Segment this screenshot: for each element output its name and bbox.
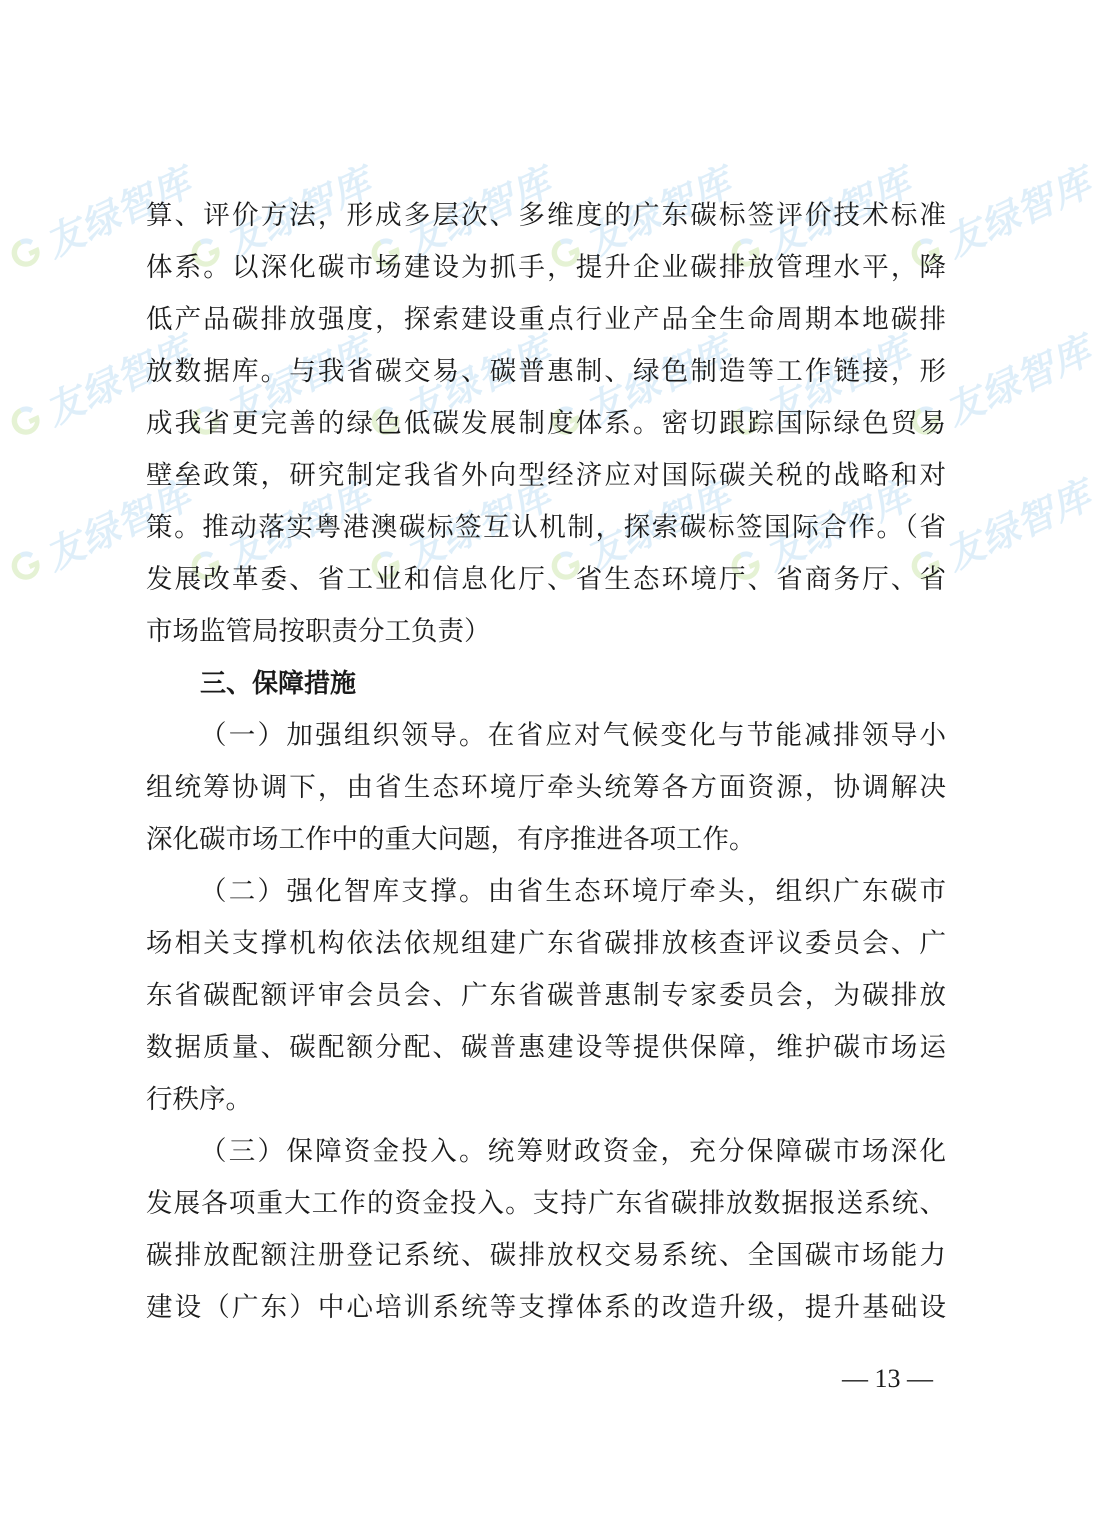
watermark-text: 友绿智库 bbox=[218, 472, 379, 579]
watermark-text: 友绿智库 bbox=[398, 327, 559, 434]
text-line: 深化碳市场工作中的重大问题，有序推进各项工作。 bbox=[146, 824, 756, 855]
watermark-text: 友绿智库 bbox=[938, 159, 1099, 266]
text-line: 组统筹协调下，由省生态环境厅牵头统筹各方面资源，协调解决 bbox=[146, 772, 946, 803]
watermark-text: 友绿智库 bbox=[578, 327, 739, 434]
watermark-text: 友绿智库 bbox=[758, 472, 919, 579]
text-line: 壁垒政策，研究制定我省外向型经济应对国际碳关税的战略和对 bbox=[146, 460, 946, 491]
watermark-logo-icon bbox=[3, 230, 48, 275]
watermark-text: 友绿智库 bbox=[938, 472, 1099, 579]
watermark-text: 友绿智库 bbox=[38, 472, 199, 579]
text-line: 算、评价方法，形成多层次、多维度的广东碳标签评价技术标准 bbox=[146, 200, 946, 231]
text-line: 东省碳配额评审会员会、广东省碳普惠制专家委员会，为碳排放 bbox=[146, 980, 946, 1011]
text-line: 场相关支撑机构依法依规组建广东省碳排放核查评议委员会、广 bbox=[146, 928, 946, 959]
watermark-text: 友绿智库 bbox=[398, 159, 559, 266]
watermark-text: 友绿智库 bbox=[218, 159, 379, 266]
watermark-text: 友绿智库 bbox=[938, 327, 1099, 434]
text-line: 碳排放配额注册登记系统、碳排放权交易系统、全国碳市场能力 bbox=[146, 1240, 946, 1271]
watermark-text: 友绿智库 bbox=[758, 159, 919, 266]
watermark-text: 友绿智库 bbox=[578, 472, 739, 579]
text-line: （三）保障资金投入。统筹财政资金，充分保障碳市场深化 bbox=[200, 1136, 946, 1167]
text-line: 市场监管局按职责分工负责） bbox=[146, 616, 491, 647]
watermark-text: 友绿智库 bbox=[758, 327, 919, 434]
watermark-text: 友绿智库 bbox=[218, 327, 379, 434]
text-line: 体系。以深化碳市场建设为抓手，提升企业碳排放管理水平，降 bbox=[146, 252, 946, 283]
text-line: 成我省更完善的绿色低碳发展制度体系。密切跟踪国际绿色贸易 bbox=[146, 408, 946, 439]
section-heading: 三、保障措施 bbox=[200, 669, 357, 699]
text-line: （一）加强组织领导。在省应对气候变化与节能减排领导小 bbox=[200, 720, 946, 751]
watermark-logo-icon bbox=[3, 398, 48, 443]
watermark-text: 友绿智库 bbox=[578, 159, 739, 266]
text-line: 策。推动落实粤港澳碳标签互认机制，探索碳标签国际合作。（省 bbox=[146, 512, 946, 543]
text-line: 发展改革委、省工业和信息化厅、省生态环境厅、省商务厅、省 bbox=[146, 564, 946, 595]
watermark-text: 友绿智库 bbox=[38, 327, 199, 434]
watermark-text: 友绿智库 bbox=[398, 472, 559, 579]
text-line: 行秩序。 bbox=[146, 1084, 252, 1115]
text-line: 建设（广东）中心培训系统等支撑体系的改造升级，提升基础设 bbox=[146, 1292, 946, 1323]
text-line: 放数据库。与我省碳交易、碳普惠制、绿色制造等工作链接，形 bbox=[146, 356, 946, 387]
document-body bbox=[146, 190, 946, 1334]
page-number: — 13 — bbox=[842, 1364, 933, 1393]
text-line: 数据质量、碳配额分配、碳普惠建设等提供保障，维护碳市场运 bbox=[146, 1032, 946, 1063]
text-line: 发展各项重大工作的资金投入。支持广东省碳排放数据报送系统、 bbox=[146, 1188, 946, 1219]
text-line: （二）强化智库支撑。由省生态环境厅牵头，组织广东碳市 bbox=[200, 876, 946, 907]
text-line: 低产品碳排放强度，探索建设重点行业产品全生命周期本地碳排 bbox=[146, 304, 946, 335]
watermark-text: 友绿智库 bbox=[38, 159, 199, 266]
watermark-logo-icon bbox=[3, 543, 48, 588]
